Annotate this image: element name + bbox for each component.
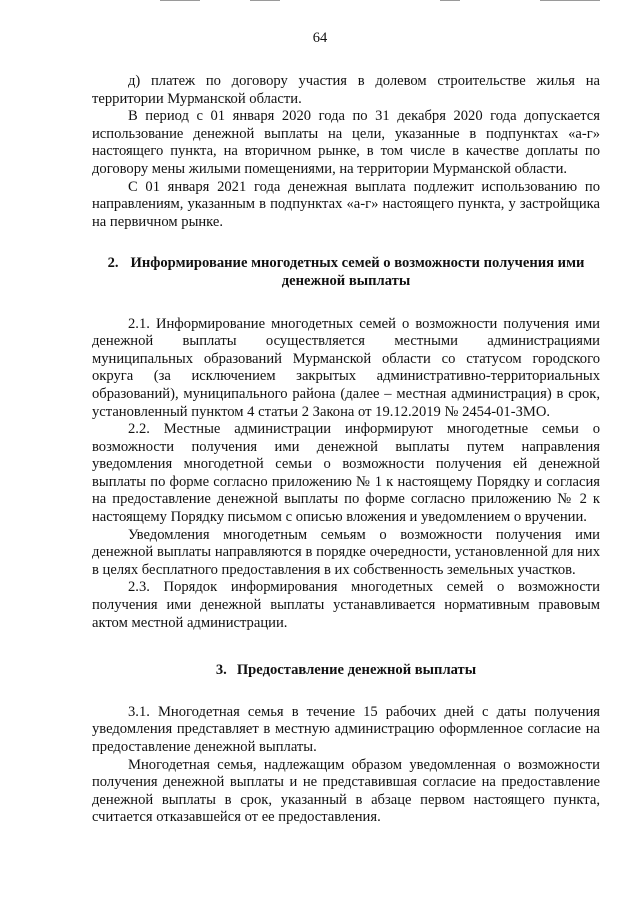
- section-2-number: 2.: [107, 255, 119, 272]
- section-2-title: Информирование многодетных семей о возможности получения ими денежной выплаты: [130, 255, 585, 289]
- paragraph-intro-1: д) платеж по договору участия в долевом строительстве жилья на территории Мурманской области.: [92, 73, 600, 107]
- section-2-heading: [92, 255, 600, 290]
- page-number: 64: [312, 30, 328, 46]
- document-body: [92, 73, 600, 827]
- paragraph-intro-3: С 01 января 2021 года денежная выплата подлежит использованию по направлениям, указанным в подпунктах «а-г» настоящего пункта, у застройщика на первичном рынке.: [92, 178, 600, 230]
- paragraph-2-3: 2.3. Порядок информирования многодетных семей о возможности получения ими денежной выплаты устанавливается нормативным правовым актом местной администрации.: [92, 579, 600, 631]
- paragraph-2-2-cont: Уведомления многодетным семьям о возможности получения ими денежной выплаты направляются в порядке очередности, установленной для них в целях бесплатного предоставления в их собственность земельных участков.: [92, 526, 600, 578]
- paragraph-intro-2: В период с 01 января 2020 года по 31 декабря 2020 года допускается использование денежной выплаты на цели, указанные в подпунктах «а-г» настоящего пункта, на вторичном рынке, в том числе в качестве доплаты по договору мены жилыми помещениями, на территории Мурманской области.: [92, 108, 600, 177]
- section-3-title: Предоставление денежной выплаты: [236, 662, 477, 679]
- top-edge-marks: [0, 0, 640, 4]
- section-3-heading: [92, 662, 600, 680]
- paragraph-3-1-cont: Многодетная семья, надлежащим образом уведомленная о возможности получения денежной выплаты и не представившая согласие на предоставление денежной выплаты в срок, указанный в абзаце первом настоящего пункта, считается отказавшейся от ее предоставления.: [92, 756, 600, 826]
- paragraph-3-1: 3.1. Многодетная семья в течение 15 рабочих дней с даты получения уведомления представляет в местную администрацию оформленное согласие на предоставление денежной выплаты.: [92, 703, 600, 755]
- section-3-number: 3.: [215, 662, 227, 679]
- paragraph-2-2: 2.2. Местные администрации информируют многодетные семьи о возможности получения ими денежной выплаты путем направления уведомления многодетной семьи о возможности получения ей денежной выплаты по форме согласно приложению № 1 к настоящему Порядку и согласия на предоставление денежной выплаты по форме согласно приложению № 2 к настоящему Порядку письмом с описью вложения и уведомлением о вручении.: [92, 421, 600, 526]
- paragraph-2-1: 2.1. Информирование многодетных семей о возможности получения ими денежной выплаты осуществляется местными администрациями муниципальных образований Мурманской области со статусом городского округа (за исключением закрытых административно-территориальных образований), муниципального района (далее – местная администрация) в срок, установленный пунктом 4 статьи 2 Закона от 19.12.2019 № 2454-01-ЗМО.: [92, 315, 600, 420]
